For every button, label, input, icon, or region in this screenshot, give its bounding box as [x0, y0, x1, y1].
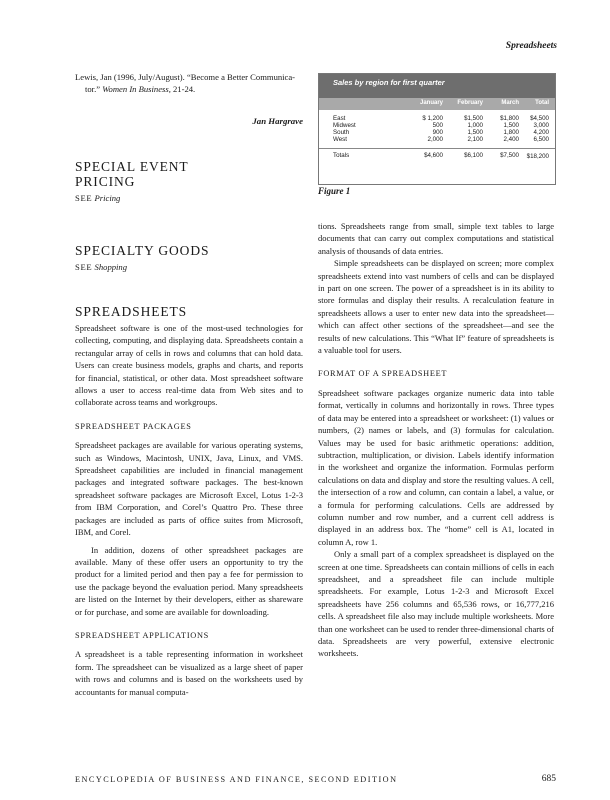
paragraph: Only a small part of a complex spreadsheet is displayed on the screen at one time. Spreadsheets can contain millions of cells in each spreadsheet, and a spreadsheet file can include multiple spreadsheets. For example, Lotus 1-2-3 and Microsoft Excel spreadsheets have 256 columns and 65,536 rows, or 16,777,216 cells. A spreadsheet file also may include multiple worksheets. More than one worksheet can be used to render three-dimensional charts of data. Spreadsheets are very powerful, extensive electronic worksheets. — [318, 549, 554, 659]
reference-pages: 21-24. — [170, 83, 196, 94]
see-target-link[interactable]: Pricing — [94, 193, 121, 203]
cell: $1,500 — [464, 115, 483, 122]
row-label: South — [333, 129, 350, 136]
reference-citation — [75, 72, 303, 95]
section-heading: SPREADSHEET PACKAGES — [75, 421, 192, 431]
paragraph: Simple spreadsheets can be displayed on screen; more complex spreadsheets extend into vast numbers of cells and can be displayed in part on one screen. The power of a spreadsheet is in its ability to store formulas and display their results. A recalculation feature in spreadsheets allows a user to enter new data into the spreadsheet—which can affect other sections of the spreadsheet—and see the results of new calculations. This “What If” feature of spreadsheets is a valuable tool for users. — [318, 258, 554, 356]
reference-journal: Women In Business, — [102, 83, 171, 94]
cell: 1,000 — [467, 122, 483, 129]
right-column — [318, 220, 554, 660]
reference-text-2: tor.” — [85, 83, 103, 94]
cell: 3,000 — [533, 122, 549, 129]
reference-text: Lewis, Jan (1996, July/August). “Become a Better Communica- — [75, 72, 296, 82]
cell: 6,500 — [533, 136, 549, 143]
section-heading: FORMAT OF A SPREADSHEET — [318, 369, 448, 379]
entry-title-line: SPECIAL EVENT — [75, 159, 189, 174]
see-reference — [75, 193, 120, 203]
paragraph: tions. Spreadsheets range from small, simple text tables to large documents that can carry out complex computations and statistical analysis of thousands of data entries. — [318, 221, 554, 256]
cell: 1,800 — [503, 129, 519, 136]
cell: $6,100 — [464, 152, 483, 159]
row-label: West — [333, 136, 347, 143]
cell: $ 1,200 — [422, 115, 443, 122]
totals-row — [319, 148, 555, 160]
entry-title-spreadsheets: SPREADSHEETS — [75, 304, 188, 319]
cell: 2,100 — [467, 136, 483, 143]
cell: $7,500 — [500, 152, 519, 159]
column-header: Total — [535, 100, 549, 106]
cell: 1,500 — [467, 129, 483, 136]
entry-title-specialty-goods: SPECIALTY GOODS — [75, 243, 210, 258]
author-signature: Jan Hargrave — [252, 116, 303, 126]
cell: $1,800 — [500, 115, 519, 122]
cell: 4,200 — [533, 129, 549, 136]
section-heading: SPREADSHEET APPLICATIONS — [75, 630, 209, 640]
cell: $4,600 — [424, 152, 443, 159]
column-header: January — [419, 100, 443, 106]
column-header: March — [501, 100, 519, 106]
see-label: SEE — [75, 193, 93, 203]
cell: 500 — [432, 122, 443, 129]
cell: 1,500 — [503, 122, 519, 129]
paragraph: A spreadsheet is a table representing information in worksheet form. The spreadsheet can be visualized as a large sheet of paper with rows and columns and is based on the worksheets used by accountants for manual computa- — [75, 649, 303, 697]
footer-book-title: ENCYCLOPEDIA OF BUSINESS AND FINANCE, SECOND EDITION — [75, 775, 398, 784]
paragraph: Spreadsheet software packages organize numeric data into table format, vertically in columns and horizontally in rows. Three types of data may be entered into a spreadsheet or worksheet: (1) values or numbers, (2) names or labels, and (3) formulas for calculation. Values may be used for basic arithmetic operations: addition, subtraction, multiplication, or division. Labels identify information in the worksheet and organize the information. Formulas perform calculations on data and display and store the resulting values. A cell, the intersection of a row and column, can contain a label, a value, or a formula for performing calculations. Cells are addressed by column number and row number, and a current cell address is displayed in an address box. The “home” cell is A1, located in column A, row 1. — [318, 387, 554, 547]
column-header: February — [457, 100, 483, 106]
cell: $18,200 — [526, 153, 549, 160]
paragraph: Spreadsheet software is one of the most-used technologies for collecting, computing, and displaying data. Spreadsheets contain a rectangular array of cells in rows and columns that can hold data. Users can create business models, graphs and charts, and reports for financial, statistical, or other data. Most spreadsheet software allows a user to access real-time data from Web sites and to collaborate across teams and workgroups. — [75, 323, 303, 408]
left-column — [75, 322, 303, 698]
table-row — [319, 136, 555, 144]
figure-caption: Figure 1 — [318, 186, 351, 196]
see-reference — [75, 262, 127, 272]
paragraph: Spreadsheet packages are available for various operating systems, such as Windows, Macintosh, UNIX, Java, Linux, and VMS. Spreadsheet capabilities are included in financial management packages and integrated software packages. The best-known spreadsheet software packages are Microsoft Excel, Lotus 1-2-3 from IBM Corporation, and Corel’s Quattro Pro. These three packages are included as parts of office suites from Microsoft, IBM, and Corel. — [75, 440, 303, 538]
running-head: Spreadsheets — [505, 41, 557, 51]
paragraph: In addition, dozens of other spreadsheet packages are available. Many of these offer users an opportunity to try the product for a limited period and then pay a fee for permission to use the package beyond the evaluation period. Many spreadsheets are listed on the Internet by their developers, either as shareware or for purchase, and some are available for downloading. — [75, 544, 303, 617]
row-label: Midwest — [333, 122, 356, 129]
row-label: Totals — [333, 152, 350, 159]
sales-table-figure — [318, 73, 556, 185]
figure-title: Sales by region for first quarter — [319, 74, 555, 98]
see-label: SEE — [75, 262, 93, 272]
cell: 2,000 — [427, 136, 443, 143]
row-label: East — [333, 115, 346, 122]
see-target-link[interactable]: Shopping — [94, 262, 128, 272]
entry-title-special-event — [75, 159, 189, 189]
figure-column-headers — [319, 98, 555, 110]
cell: 2,400 — [503, 136, 519, 143]
cell: 900 — [432, 129, 443, 136]
page-number: 685 — [541, 774, 556, 784]
entry-title-line: PRICING — [75, 174, 136, 189]
cell: $4,500 — [530, 115, 549, 122]
